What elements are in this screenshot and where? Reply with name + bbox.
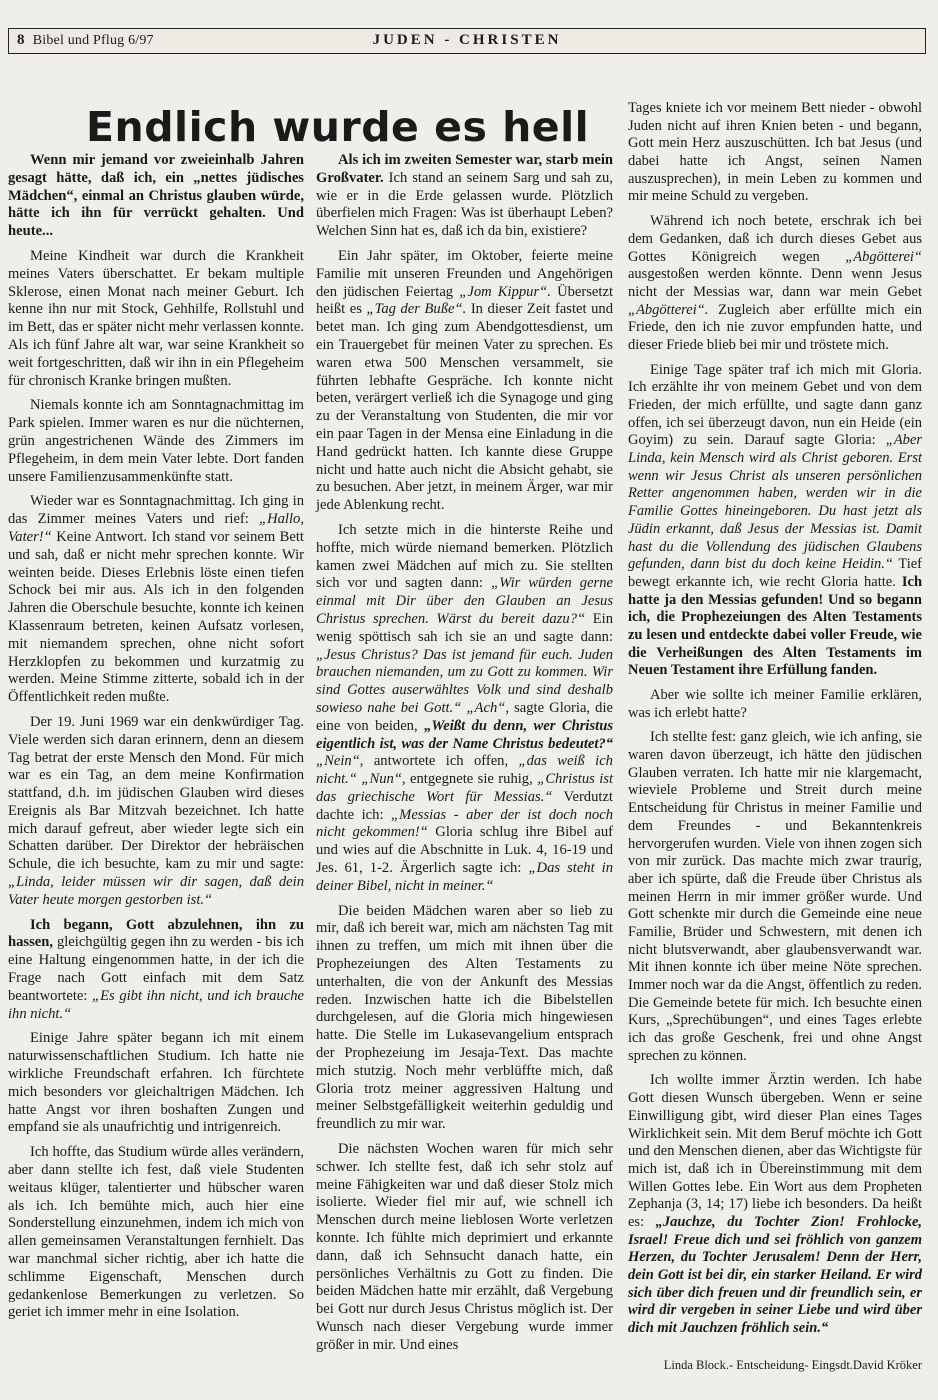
publication-name: Bibel und Pflug 6/97 <box>32 33 154 48</box>
page-header <box>8 28 926 54</box>
paragraph: Tages kniete ich vor meinem Bett nieder - obwohl Juden nicht auf ihren Knien beten - und begann, Gott mein Herz auszuschütten. Ich bat Jesus (und dabei hatte ich Angst, seinen Namen auszusprechen), in mein Leben zu kommen und mir meine Schuld zu vergeben. <box>628 100 922 205</box>
text: Wieder war es Sonntagnachmittag. Ich ging in das Zimmer meines Vaters und rief: <box>8 493 304 528</box>
paragraph <box>316 152 613 241</box>
paragraph <box>628 362 922 680</box>
bold-text: Ich begann, Gott abzulehnen, ihn zu hassen, <box>8 916 304 951</box>
text: Tief bewegt erkannte ich, wie recht Gloria hatte. <box>628 556 922 590</box>
quote-bold: „Jauchze, du Tochter Zion! Frohlocke, Israel! Freue dich und sei fröhlich von ganzem Herzen, du Tochter Jerusalem! Denn der Herr, dein Gott ist bei dir, ein starker Heiland. Er wird sich über dich freuen und dir freundlich sein, er wird dir vergeben in seiner Liebe und wird über dich mit Jauchzen fröhlich sein.“ <box>628 1213 923 1337</box>
paragraph: Niemals konnte ich am Sonntagnachmittag im Park spielen. Immer waren es nur die nüchternen, grün angestrichenen Wände des Zimmers im Pflegeheim, in dem mein Vater lebte. Dort fanden unsere Familienzusammenkünfte statt. <box>8 397 304 485</box>
paragraph <box>8 493 304 707</box>
quote: „Ach“, <box>466 699 510 716</box>
quote: „Messias - aber der ist doch noch nicht gekommen!“ <box>316 806 613 841</box>
quote: „Jom Kippur“. <box>459 283 551 300</box>
lead-text: Wenn mir jemand vor zweieinhalb Jahren gesagt hätte, daß ich, ein „nettes jüdisches Mädchen“, einmal an Christus glauben würde, hätte ich ihn für verrückt gehalten. Und heute... <box>8 152 304 240</box>
text: gleichgültig gegen ihn zu werden - bis ich eine Haltung eingenommen hatte, in der ich die Frage nach Gott einfach mit dem Satz beantwortete: <box>8 934 304 1004</box>
article-column-2 <box>316 152 613 1362</box>
quote: „Jesus Christus? Das ist jemand für euch. Juden brauchen niemanden, um zu Gott zu kommen. Wir sind Gottes auserwähltes Volk und sind deshalb sowieso nahe bei Gott.“ <box>316 646 613 716</box>
paragraph: Aber wie sollte ich meiner Familie erklären, was ich erlebt hatte? <box>628 687 922 721</box>
article-signature: Linda Block.- Entscheidung- Eingsdt.David Kröker <box>663 1358 922 1372</box>
paragraph <box>628 1072 922 1337</box>
text: Ich stand an seinem Sarg und sah zu, wie er in die Erde gelassen wurde. Plötzlich überfielen mich Fragen: Was ist überhaupt Leben? Welchen Sinn hat es, daß ich da bin, existiere? <box>316 169 613 240</box>
quote: „Abgötterei“. <box>628 301 709 318</box>
paragraph <box>8 714 304 910</box>
text: ausgestoßen werden könnte. Denn wenn Jesus nicht der Messias war, dann war mein Gebet <box>628 266 922 300</box>
quote: „Abgötterei“ <box>845 248 922 265</box>
text: Übersetzt heißt es <box>316 283 613 318</box>
article-title: Endlich wurde es hell <box>86 103 590 151</box>
quote: „Hallo, Vater!“ <box>8 511 304 545</box>
paragraph: Die beiden Mädchen waren aber so lieb zu mir, daß ich bereit war, mich am nächsten Tag mit ihnen zu treffen, um mich mit ihnen über die Prophezeiungen des Alten Testaments zu unterhalten, die von der Ankunft des Messias reden. Inzwischen hatte ich die Bibelstellen durchgelesen, auf die Gloria mich hingewiesen hatte. Die Stelle im Lukasevangelium entsprach der Prophezeiung im Jesaja-Text. Das machte mich stutzig. Noch mehr verblüffte mich, daß Gloria trotz meiner aggressiven Haltung und meiner Selbstgefälligkeit weiterhin geduldig und freundlich zu mir war. <box>316 902 613 1133</box>
bold-text: Ich hatte ja den Messias gefunden! Und so begann ich, die Prophezeiungen des Alten Testaments zu lesen und entdeckte dabei voller Freude, wie die Verheißungen des Alten Testaments im Neuen Testament ihre Erfüllung fanden. <box>628 573 923 679</box>
paragraph: Ich stellte fest: ganz gleich, wie ich anfing, sie waren davon überzeugt, ich hätte den jüdischen Glauben verraten. Ich hatte mir nie klargemacht, wieviele Probleme und Streit durch meine Entscheidung für Christus in meiner Familie und dem Freundes - und Bekanntenkreis hervorgerufen wurden. Viele von ihnen zogen sich von mir zurück. Das machte mich zwar traurig, aber ich spürte, daß die Freude über Christus als meinen Herrn in mir immer größer wurde. Und Gott schenkte mir durch die Gemeinde eine neue Familie, Brüder und Schwestern, mit denen ich nicht blutsverwandt, aber glaubensverwandt war. Mit ihnen konnte ich über meine Nöte sprechen. Immer noch war da die Angst, öffentlich zu reden. Die Gemeinde betete für mich. Ich besuchte einen Kurs, „Sprechübungen“, und eines Tages erlebte ich das große Geschenk, frei und ohne Angst sprechen zu können. <box>628 729 922 1064</box>
text: Gloria schlug ihre Bibel auf und wies auf die Abschnitte in Luk. 4, 16-19 und Jes. 61, 1-2. Ärgerlich sagte ich: <box>316 824 614 877</box>
quote: „Nein“, <box>316 753 364 770</box>
bold-text: Als ich im zweiten Semester war, starb mein Großvater. <box>316 152 613 186</box>
article-column-3 <box>628 100 922 1345</box>
text: Einige Tage später traf ich mich mit Gloria. Ich erzählte ihr von meinem Gebet und von dem Frieden, der mich erfüllte, und sagte dann ganz offen, ich sei überzeugt davon, nun ein Heide (ein Goyim) zu sein. Darauf sagte Gloria: <box>628 361 922 449</box>
section-title: JUDEN - CHRISTEN <box>372 32 562 48</box>
text: Ich setzte mich in die hinterste Reihe und hoffte, mich würde niemand bemerken. Plötzlich kamen zwei Mädchen auf mich zu. Sie stellten sich vor und sagten dann: <box>316 521 613 592</box>
paragraph: Einige Jahre später begann ich mit einem naturwissenschaftlichen Studium. Ich hatte nie wirkliche Freundschaft erfahren. Ich fürchtete mich besonders vor gleichaltrigen Mädchen. Ich hatte Angst vor ihren boshaften Zungen und empfand sie als unaufrichtig und intrigenreich. <box>8 1030 304 1136</box>
article-column-1 <box>8 152 304 1329</box>
quote: „Wir würden gerne einmal mit Dir über den Glauben an Jesus Christus sprechen. Wärst du bereit dazu?“ <box>316 575 613 627</box>
text: Keine Antwort. Ich stand vor seinem Bett und sah, daß er nicht mehr sprechen konnte. Wir weinten beide. Dieses Erlebnis löste einen tiefen Schock bei mir aus. Als ich in den folgenden Jahren die Oberschule besuchte, konnte ich keinen Klassenraum betreten, keinen Aufsatz vorlesen, mit niemandem sprechen, ohne nicht sofort Herzklopfen zu bekommen und kurzatmig zu werden. Meine Stimme zitterte, sobald ich in der Öffentlichkeit reden mußte. <box>8 528 304 706</box>
page-number: 8 <box>17 32 25 48</box>
text: Während ich noch betete, erschrak ich bei dem Gedanken, daß ich durch dieses Gebet aus Gottes Königreich wegen <box>628 213 922 265</box>
paragraph <box>316 522 613 896</box>
quote: „Tag der Buße“. <box>366 301 467 318</box>
text: Ich wollte immer Ärztin werden. Ich habe Gott diesen Wunsch übergeben. Wenn er seine Einwilligung gibt, wird dieser Plan eines Tages Wirklichkeit sein. Mit dem Beruf möchte ich Gott und den Menschen dienen, aber das Wichtigste für mich ist, daß ich in Übereinstimmung mit dem Willen Gottes lebe. Ein Wort aus dem Propheten Zephanja (3, 14; 17) liebe ich besonders. Da heißt es: <box>628 1072 922 1230</box>
quote: „Das steht in deiner Bibel, nicht in meiner.“ <box>316 860 614 894</box>
quote: „Christus ist das griechische Wort für Messias.“ <box>316 771 614 805</box>
paragraph: Ich hoffte, das Studium würde alles verändern, aber dann stellte ich fest, daß viele Studenten weitaus klüger, talentierter und hübscher waren als ich. Ich bemühte mich, auch hier eine Sonderstellung einzunehmen, indem ich mich von allen gemeinsamen Veranstaltungen fernhielt. Das war manchmal sicher richtig, aber ich hatte die schlimme Eigenschaft, Menschen durch gedankenlose Bemerkungen zu verletzen. So geriet ich immer mehr in eine Isolation. <box>8 1144 304 1321</box>
paragraph <box>628 213 922 355</box>
paragraph <box>316 248 613 515</box>
quote: „Aber Linda, kein Mensch wird als Christ geboren. Erst wenn wir Jesus Christ als unseren persönlichen Retter angenommen haben, werden wir in die Familie Gottes hineingeboren. Du hast jetzt als Jüdin erkannt, daß Jesus der Messias ist. Damit hast du die Vollendung des jüdischen Glaubens gefunden, dann bist du doch keine Heidin.“ <box>628 432 923 573</box>
text: Ein Jahr später, im Oktober, feierte meine Familie mit unseren Freunden und Angehörigen den jüdischen Feiertag <box>316 247 613 300</box>
quote: „Es gibt ihn nicht, und ich brauche ihn nicht.“ <box>8 987 304 1022</box>
paragraph: Die nächsten Wochen waren für mich sehr schwer. Ich stellte fest, daß ich sehr stolz auf meine Fähigkeiten war und daß dieser Stolz mich isolierte. Wieder fiel mir auf, wie schnell ich Menschen durch meine lieblosen Worte verletzen konnte. Ich fühlte mich deprimiert und erkannte dann, daß ich Sehnsucht danach hatte, ein persönliches Verhältnis zu Gott zu finden. Die beiden Mädchen hatte mir erzählt, daß Vergebung bei Gott nur durch Jesus Christus möglich ist. Der Wunsch nach dieser Vergebung wurde immer größer in mir. Und eines <box>316 1141 613 1353</box>
text: In dieser Zeit fastet und betet man. Ich ging zum Abendgottesdienst, um ein Trauergebet für meinen Vater zu sprechen. Es waren etwa 500 Menschen versammelt, sie führten lebhafte Gespräche. Ich konnte nicht beten, verärgert verließ ich die Synagoge und ging zu der Veranstaltung von Studenten, die mir vor ein paar Tagen in der Mensa eine Einladung in die Hand gedrückt hatten. Ich kannte diese Gruppe nicht und hatte auch nicht die Absicht gehabt, sie zu besuchen. Aber jetzt, in meinem Ärger, war mir jede Ablenkung recht. <box>316 301 614 514</box>
quote: „Linda, leider müssen wir dir sagen, daß dein Vater heute morgen gestorben ist.“ <box>8 874 304 908</box>
text: Der 19. Juni 1969 war ein denkwürdiger Tag. Viele werden sich daran erinnern, denn an diesem Tag betrat der erste Mensch den Mond. Für mich war es ein Tag, an dem meine Konfirmation stattfand, d.h. im jüdischen Glauben wird dieses Ereignis als Bar Mitzvah bezeichnet. Ich hatte mich darauf gefreut, aber wieder legte sich ein Schatten darüber. Der Direktor der hebräischen Schule, die ich besuchte, kam zu mir und sagte: <box>8 713 304 873</box>
text: Verdutzt dachte ich: <box>316 788 613 823</box>
text: sagte Gloria, die eine von beiden, <box>316 699 613 734</box>
paragraph <box>8 152 304 241</box>
quote-bold: „Weißt du denn, wer Christus eigentlich ist, was der Name Christus bedeutet?“ <box>316 717 614 752</box>
text: Ein wenig spöttisch sah ich sie an und sagte dann: <box>316 610 613 645</box>
paragraph: Meine Kindheit war durch die Krankheit meines Vaters überschattet. Er bekam multiple Sklerose, einen Monat nach meiner Geburt. Ich kenne ihn nur mit Stock, Gehhilfe, Rollstuhl und im Bett, das er später nicht mehr verlassen konnte. Als ich fünf Jahre alt war, war seine Krankheit so weit fortgeschritten, daß wir ihn in ein Pflegeheim für chronisch Kranke bringen mußten. <box>8 247 304 389</box>
text: Zugleich aber erfüllte mich ein Friede, den ich nie zuvor empfunden hatte, und dieser Friede blieb bei mir und tröstete mich. <box>628 301 922 353</box>
text: entgegnete sie ruhig, <box>410 771 533 788</box>
quote: „das weiß ich nicht.“ „Nun“, <box>316 753 613 788</box>
paragraph <box>8 917 304 1024</box>
text: antwortete ich offen, <box>373 753 509 770</box>
